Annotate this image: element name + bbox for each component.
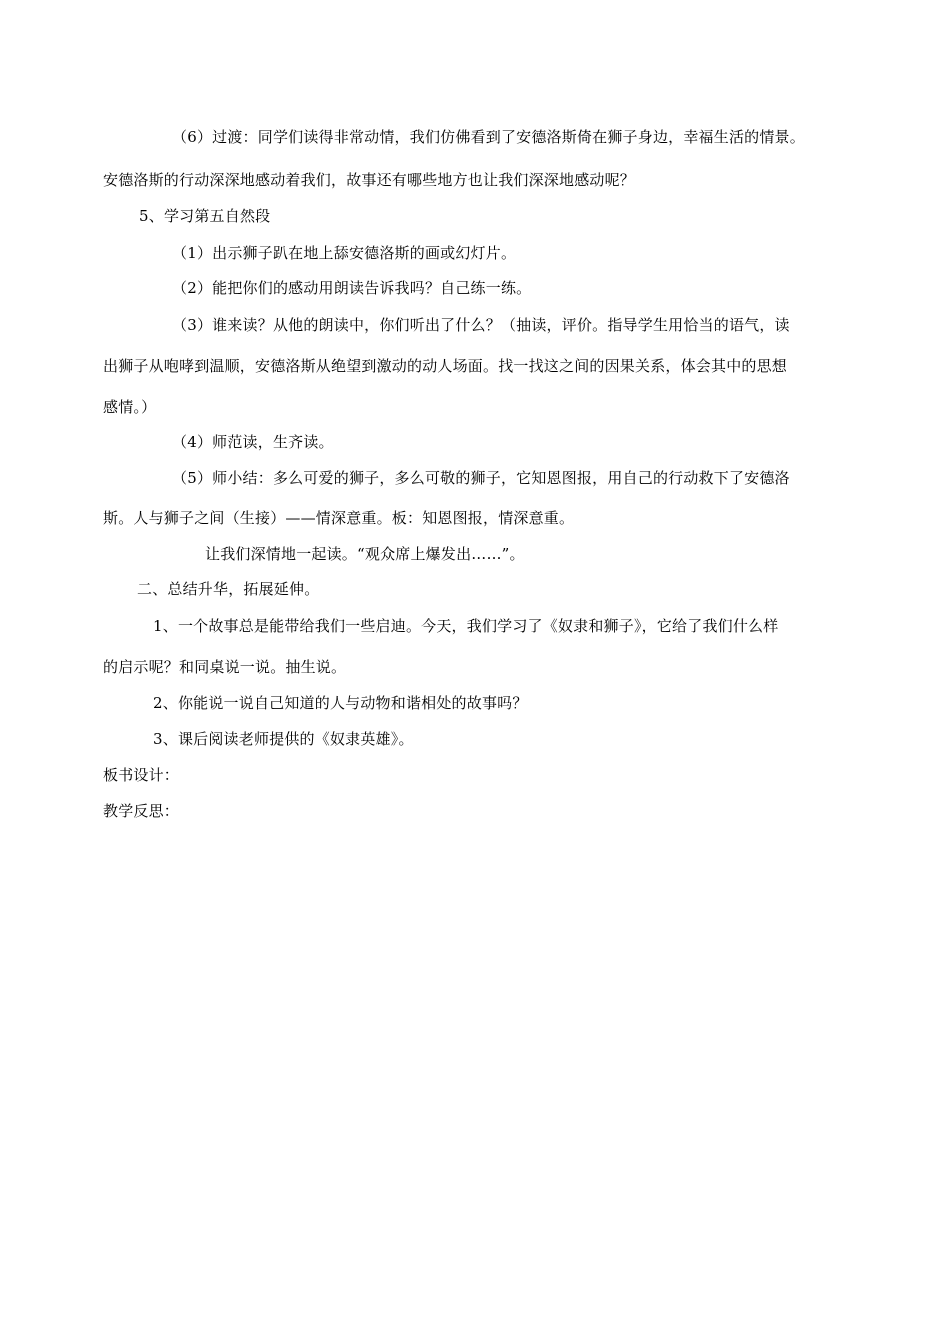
paragraph-line: 3、课后阅读老师提供的《奴隶英雄》。	[153, 730, 414, 748]
paragraph-line: （2）能把你们的感动用朗读告诉我吗？自己练一练。	[172, 279, 532, 297]
section-heading: 5、学习第五自然段	[139, 207, 271, 225]
section-heading: 教学反思：	[103, 802, 180, 820]
paragraph-line: （3）谁来读？从他的朗读中，你们听出了什么？（抽读，评价。指导学生用恰当的语气，读	[172, 316, 790, 334]
paragraph-line: 的启示呢？和同桌说一说。抽生说。	[103, 658, 347, 676]
paragraph-line: （1）出示狮子趴在地上舔安德洛斯的画或幻灯片。	[172, 244, 517, 262]
paragraph-line: （5）师小结：多么可爱的狮子，多么可敬的狮子，它知恩图报，用自己的行动救下了安德洛	[172, 469, 790, 487]
section-heading: 板书设计：	[103, 766, 180, 784]
paragraph-line: 出狮子从咆哮到温顺，安德洛斯从绝望到激动的动人场面。找一找这之间的因果关系，体会其中的思想	[103, 357, 788, 375]
paragraph-line: （4）师范读，生齐读。	[172, 433, 334, 451]
paragraph-line: 2、你能说一说自己知道的人与动物和谐相处的故事吗？	[153, 694, 528, 712]
paragraph-line: 斯。人与狮子之间（生接）——情深意重。板：知恩图报，情深意重。	[103, 509, 575, 527]
paragraph-line: 1、一个故事总是能带给我们一些启迪。今天，我们学习了《奴隶和狮子》，它给了我们什么样	[153, 617, 779, 635]
paragraph-line: 让我们深情地一起读。“观众席上爆发出……”。	[205, 545, 525, 563]
section-heading: 二、总结升华，拓展延伸。	[137, 580, 320, 598]
paragraph-line: 安德洛斯的行动深深地感动着我们，故事还有哪些地方也让我们深深地感动呢？	[103, 171, 636, 189]
paragraph-line: 感情。）	[103, 398, 157, 416]
paragraph-line: （6）过渡：同学们读得非常动情，我们仿佛看到了安德洛斯倚在狮子身边，幸福生活的情景。	[172, 128, 805, 146]
